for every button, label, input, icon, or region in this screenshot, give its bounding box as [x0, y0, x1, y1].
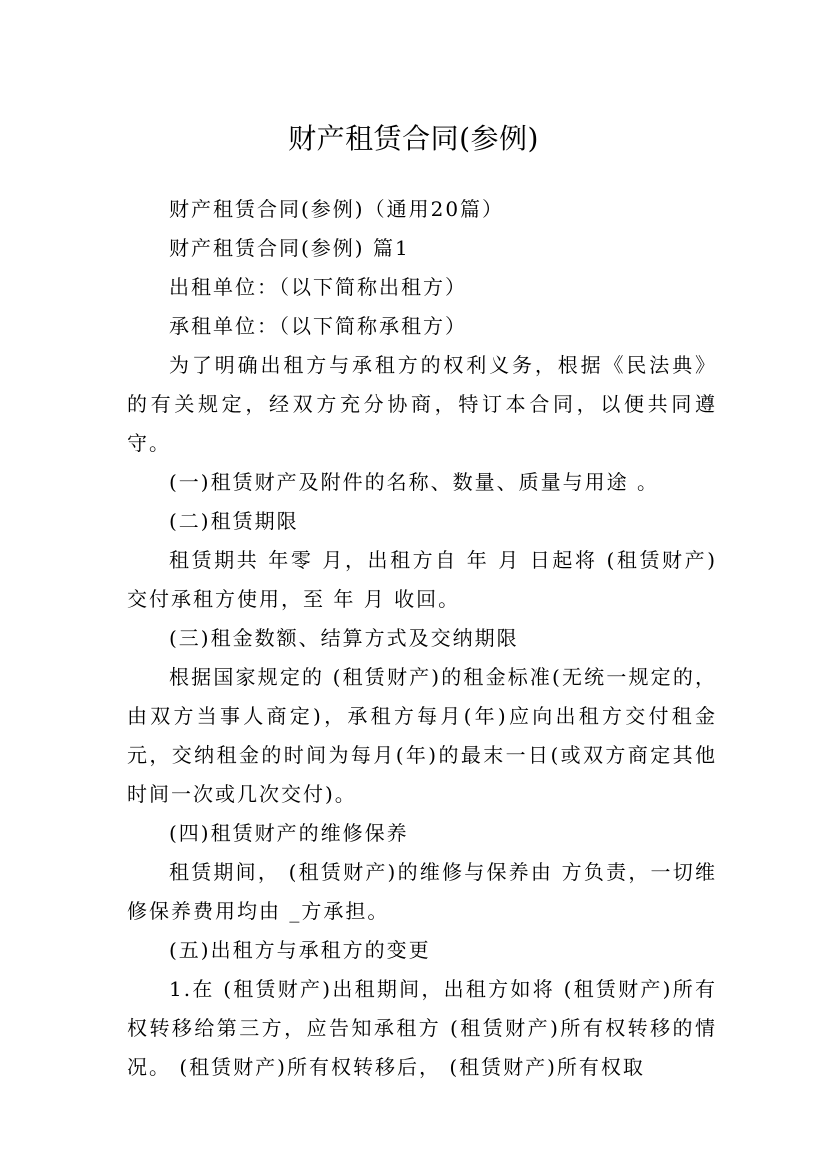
paragraph-clause-3-body: 根据国家规定的 (租赁财产)的租金标准(无统一规定的，由双方当事人商定)，承租方每月(年)应向出租方交付租金 元，交纳租金的时间为每月(年)的最末一日(或双方商定其他时间一次或几次交付)。 — [127, 665, 717, 806]
paragraph-collection-title: 财产租赁合同(参例)（通用20篇） — [169, 197, 505, 221]
document-title: 财产租赁合同(参例) — [288, 121, 539, 155]
paragraph-clause-5-body: 1.在 (租赁财产)出租期间，出租方如将 (租赁财产)所有权转移给第三方，应告知承租方 (租赁财产)所有权转移的情况。 (租赁财产)所有权转移后， (租赁财产)所有权取 — [127, 977, 717, 1079]
paragraph-section-heading: 财产租赁合同(参例) 篇1 — [169, 236, 410, 260]
paragraph-lessee: 承租单位：（以下简称承租方） — [169, 314, 467, 338]
paragraph-lessor: 出租单位：（以下简称出租方） — [169, 275, 467, 299]
paragraph-clause-1: (一)租赁财产及附件的名称、数量、质量与用途 。 — [169, 470, 659, 494]
paragraph-preamble: 为了明确出租方与承租方的权利义务，根据《民法典》的有关规定，经双方充分协商，特订本合同，以便共同遵守。 — [127, 353, 717, 455]
paragraph-clause-2-body: 租赁期共 年零 月，出租方自 年 月 日起将 (租赁财产)交付承租方使用，至 年 月 收回。 — [127, 548, 717, 611]
paragraph-clause-4-body: 租赁期间， (租赁财产)的维修与保养由 方负责，一切维修保养费用均由 _方承担。 — [127, 860, 717, 923]
paragraph-clause-3-heading: (三)租金数额、结算方式及交纳期限 — [169, 626, 519, 650]
paragraph-clause-5-heading: (五)出租方与承租方的变更 — [169, 938, 431, 962]
paragraph-clause-4-heading: (四)租赁财产的维修保养 — [169, 821, 409, 845]
paragraph-clause-2-heading: (二)租赁期限 — [169, 509, 299, 533]
document-body — [127, 190, 717, 1087]
